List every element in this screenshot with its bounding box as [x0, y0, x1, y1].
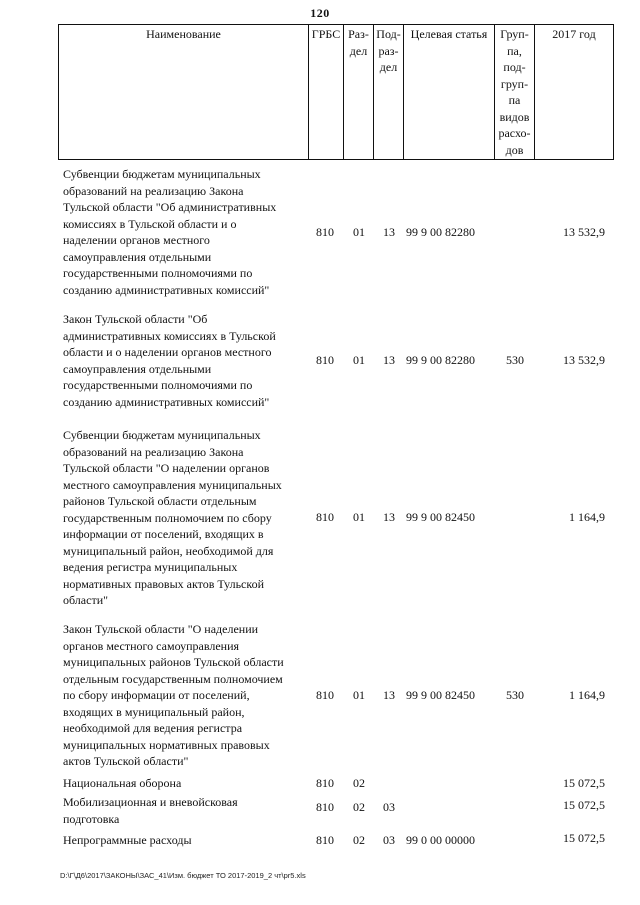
- row-podrazdel: 03: [383, 833, 395, 847]
- file-path-footer: D:\Г\Д6\2017\ЗАКОНЫ\ЗАС_41\Изм. бюджет ТО 2017-2019_2 чт\pr5.xls: [60, 871, 306, 880]
- row-grbs: 810: [316, 833, 334, 847]
- row-razdel: 01: [353, 688, 365, 702]
- table-header: [58, 24, 614, 160]
- row-podrazdel: 13: [383, 225, 395, 239]
- row-sum: 15 072,5: [563, 776, 605, 790]
- row-sum: 1 164,9: [569, 688, 605, 702]
- row-name: Национальная оборона: [63, 776, 182, 790]
- row-celevaya: 99 9 00 82450: [406, 688, 475, 702]
- row-podrazdel: 13: [383, 688, 395, 702]
- row-razdel: 01: [353, 353, 365, 367]
- row-razdel: 01: [353, 510, 365, 524]
- row-grbs: 810: [316, 225, 334, 239]
- row-celevaya: 99 9 00 82280: [406, 353, 475, 367]
- row-name: Субвенции бюджетам муниципальных образований на реализацию Закона Тульской области "О наделении органов местного самоуправления муниципальных районов Тульской области отдельным государственным полномочием по сбору информации от поселений, входящих в муниципальный район, необходимой для ведения регистра муниципальных нормативных правовых актов Тульской области": [63, 428, 282, 607]
- row-razdel: 01: [353, 225, 365, 239]
- row-grbs: 810: [316, 353, 334, 367]
- header-celevaya: Целевая статья: [404, 25, 495, 160]
- row-razdel: 02: [353, 833, 365, 847]
- row-name: Субвенции бюджетам муниципальных образований на реализацию Закона Тульской области "Об административных комиссиях в Тульской области и о наделении органов местного самоуправления отдельными государственными полномочиями по созданию административных комиссий": [63, 167, 277, 297]
- row-celevaya: 99 9 00 82450: [406, 510, 475, 524]
- row-name: Закон Тульской области "О наделении органов местного самоуправления муниципальных районов Тульской области отдельным государственным полномочием по сбору информации от поселений, входящих в муниципальный район, необходимой для ведения регистра муниципальных нормативных правовых актов Тульской области": [63, 622, 284, 768]
- row-sum: 1 164,9: [569, 510, 605, 524]
- row-celevaya: 99 0 00 00000: [406, 833, 475, 847]
- row-sum: 15 072,5: [563, 798, 605, 812]
- header-grbs: ГРБС: [309, 25, 344, 160]
- row-name: Мобилизационная и вневойсковая подготовка: [63, 795, 238, 826]
- row-grbs: 810: [316, 510, 334, 524]
- row-razdel: 02: [353, 800, 365, 814]
- header-name: Наименование: [59, 25, 309, 160]
- row-podrazdel: 03: [383, 800, 395, 814]
- row-grbs: 810: [316, 800, 334, 814]
- page-number: 120: [310, 6, 330, 20]
- header-razdel: Раз- дел: [344, 25, 374, 160]
- row-gruppa: 530: [506, 688, 524, 702]
- row-podrazdel: 13: [383, 353, 395, 367]
- row-name: Закон Тульской области "Об административных комиссиях в Тульской области и о наделении органов местного самоуправления отдельными государственными полномочиями по созданию административных комиссий": [63, 312, 276, 409]
- header-podrazdel: Под- раз- дел: [374, 25, 404, 160]
- row-podrazdel: 13: [383, 510, 395, 524]
- header-gruppa: Груп- па, под- груп- па видов расхо- дов: [495, 25, 535, 160]
- row-celevaya: 99 9 00 82280: [406, 225, 475, 239]
- row-sum: 13 532,9: [563, 353, 605, 367]
- row-sum: 15 072,5: [563, 831, 605, 845]
- row-name: Непрограммные расходы: [63, 833, 192, 847]
- row-grbs: 810: [316, 688, 334, 702]
- row-gruppa: 530: [506, 353, 524, 367]
- row-sum: 13 532,9: [563, 225, 605, 239]
- header-year: 2017 год: [535, 25, 614, 160]
- row-razdel: 02: [353, 776, 365, 790]
- row-grbs: 810: [316, 776, 334, 790]
